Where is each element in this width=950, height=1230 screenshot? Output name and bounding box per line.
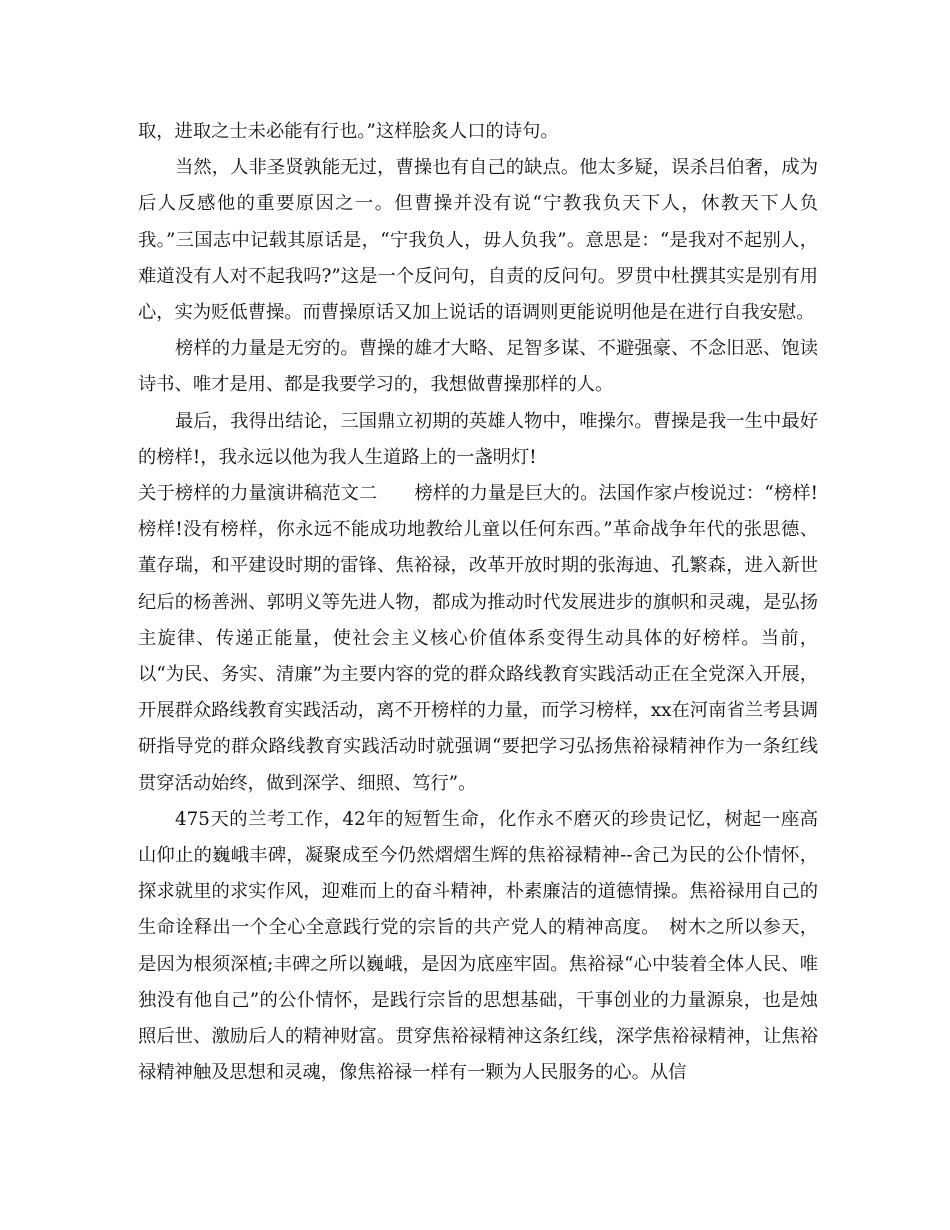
paragraph-5: 关于榜样的力量演讲稿范文二 榜样的力量是巨大的。法国作家卢梭说过：“榜样!榜样!没有榜样，你永远不能成功地教给儿童以任何东西。”革命战争年代的张思德、董存瑞，和平建设时期的雷锋、焦裕禄，改革开放时期的张海迪、孔繁森，进入新世纪后的杨善洲、郭明义等先进人物，都成为推动时代发展进步的旗帜和灵魂，是弘扬主旋律、传递正能量，使社会主义核心价值体系变得生动具体的好榜样。当前，以“为民、务实、清廉”为主要内容的党的群众路线教育实践活动正在全党深入开展，开展群众路线教育实践活动，离不开榜样的力量，而学习榜样，xx在河南省兰考县调研指导党的群众路线教育实践活动时就强调“要把学习弘扬焦裕禄精神作为一条红线贯穿活动始终，做到深学、细照、笃行”。 [138, 483, 818, 794]
paragraph-2: 当然，人非圣贤孰能无过，曹操也有自己的缺点。他太多疑，误杀吕伯奢，成为后人反感他的重要原因之一。但曹操并没有说“宁教我负天下人，休教天下人负我。”三国志中记载其原话是，“宁我负人，毋人负我”。意思是：“是我对不起别人，难道没有人对不起我吗?”这是一个反问句，自责的反问句。罗贯中杜撰其实是别有用心，实为贬低曹操。而曹操原话又加上说话的语调则更能说明他是在进行自我安慰。 [138, 157, 818, 324]
paragraph-6: 475天的兰考工作，42年的短暂生命，化作永不磨灭的珍贵记忆，树起一座高山仰止的巍峨丰碑，凝聚成至今仍然熠熠生辉的焦裕禄精神--舍己为民的公仆情怀，探求就里的求实作风，迎难而上的奋斗精神，朴素廉洁的道德情操。焦裕禄用自己的生命诠释出一个全心全意践行党的宗旨的共产党人的精神高度。 树木之所以参天，是因为根须深植;丰碑之所以巍峨，是因为底座牢固。焦裕禄“心中装着全体人民、唯独没有他自己”的公仆情怀，是践行宗旨的思想基础，干事创业的力量源泉，也是烛照后世、激励后人的精神财富。贯穿焦裕禄精神这条红线，深学焦裕禄精神，让焦裕禄精神触及思想和灵魂，像焦裕禄一样有一颗为人民服务的心。从信 [138, 808, 818, 1084]
paragraph-1: 取，进取之士未必能有行也。”这样脍炙人口的诗句。 [138, 121, 559, 142]
paragraph-3: 榜样的力量是无穷的。曹操的雄才大略、足智多谋、不避强豪、不念旧恶、饱读诗书、唯才是用、都是我要学习的，我想做曹操那样的人。 [138, 338, 818, 396]
paragraph-4: 最后，我得出结论，三国鼎立初期的英雄人物中，唯操尔。曹操是我一生中最好的榜样!，我永远以他为我人生道路上的一盏明灯! [138, 410, 818, 468]
document-body [138, 114, 818, 1091]
